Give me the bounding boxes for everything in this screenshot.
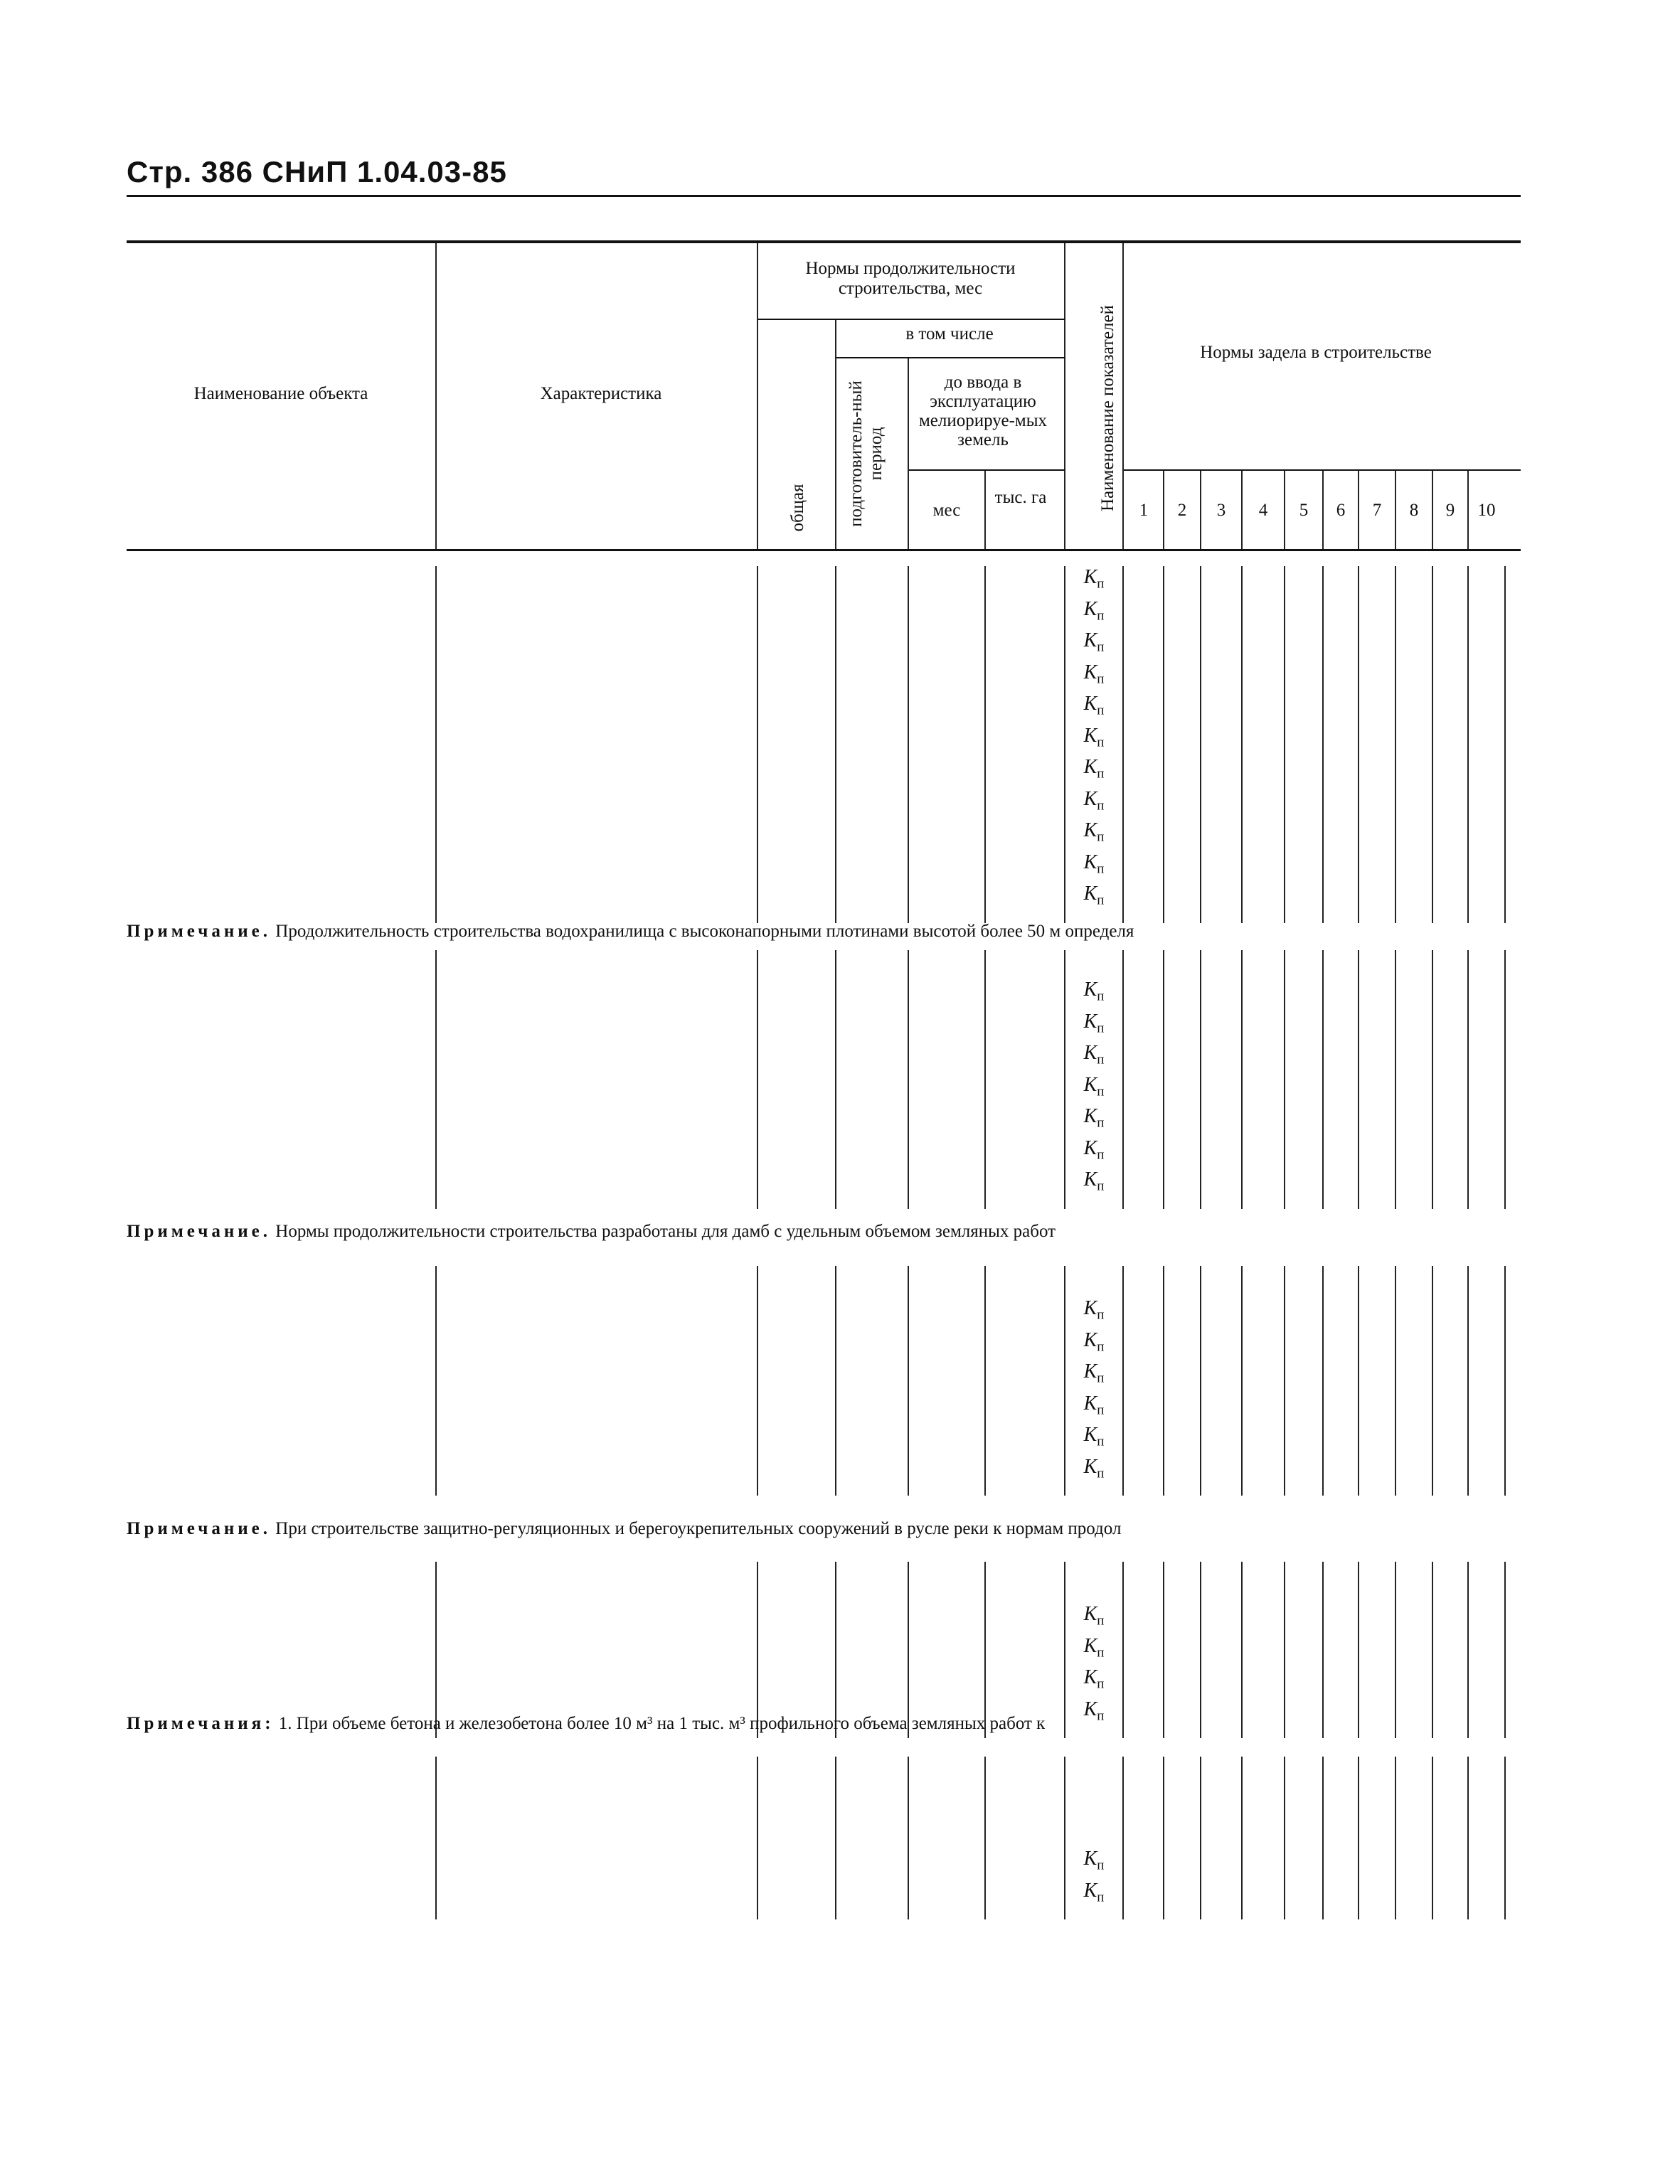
column-rule <box>1122 1757 1124 1919</box>
header-rule <box>1163 471 1164 549</box>
header-rule <box>909 469 1065 471</box>
column-rule <box>1163 1757 1164 1919</box>
kp-subscript: п <box>1097 1466 1105 1481</box>
column-rule <box>757 1266 758 1496</box>
column-rule <box>1163 1562 1164 1738</box>
kp-subscript: п <box>1097 671 1105 687</box>
row-indicator-kp <box>1065 1137 1122 1163</box>
column-rule <box>435 1757 437 1919</box>
column-rule <box>1322 566 1324 923</box>
kp-subscript: п <box>1097 1708 1105 1724</box>
row-indicator-kp <box>1065 1880 1122 1906</box>
row-indicator-kp <box>1065 788 1122 814</box>
kp-symbol: $К_п$ <box>1083 1297 1105 1323</box>
kp-subscript: п <box>1097 989 1105 1004</box>
kp-subscript: п <box>1097 1676 1105 1692</box>
kp-subscript: п <box>1097 576 1105 592</box>
kp-subscript: п <box>1097 1434 1105 1449</box>
column-rule <box>1395 1266 1396 1496</box>
header-underline <box>127 195 1521 197</box>
header-including: в том числе <box>905 324 994 343</box>
kp-subscript: п <box>1097 829 1105 845</box>
kp-subscript: п <box>1097 1178 1105 1194</box>
column-rule <box>1467 566 1469 923</box>
header-prep-period: подготовитель-ный период <box>846 380 886 527</box>
kp-symbol: $К_п$ <box>1083 1848 1105 1873</box>
header-rule <box>1467 471 1469 549</box>
column-rule <box>435 566 437 923</box>
column-rule <box>984 1266 986 1496</box>
kp-symbol: $К_п$ <box>1083 756 1105 782</box>
kp-symbol: $К_п$ <box>1083 1666 1105 1692</box>
column-rule <box>435 950 437 1209</box>
column-rule <box>1395 566 1396 923</box>
kp-subscript: п <box>1097 766 1105 782</box>
row-indicator-kp <box>1065 883 1122 909</box>
column-rule <box>984 566 986 923</box>
section-note <box>127 1715 1045 1732</box>
kp-subscript: п <box>1097 893 1105 908</box>
header-rule <box>1200 471 1201 549</box>
header-before-commission: до ввода в эксплуатацию мелиорируе-мых земель <box>918 373 1048 449</box>
row-indicator-kp <box>1065 1011 1122 1037</box>
row-indicator-kp <box>1065 979 1122 1005</box>
column-rule <box>835 566 836 923</box>
kp-symbol: $К_п$ <box>1083 661 1105 687</box>
column-rule <box>1467 1757 1469 1919</box>
column-rule <box>1358 1757 1359 1919</box>
backlog-col-header: 10 <box>1477 501 1496 520</box>
row-indicator-kp <box>1065 1456 1122 1482</box>
kp-subscript: п <box>1097 1645 1105 1661</box>
row-indicator-kp <box>1065 851 1122 878</box>
row-indicator-kp <box>1065 1168 1122 1195</box>
kp-symbol: $К_п$ <box>1083 1010 1105 1036</box>
kp-subscript: п <box>1097 1115 1105 1131</box>
kp-symbol: $К_п$ <box>1083 851 1105 877</box>
row-indicator-kp <box>1065 1635 1122 1661</box>
column-rule <box>1284 566 1285 923</box>
row-indicator-kp <box>1065 1105 1122 1131</box>
kp-symbol: $К_п$ <box>1083 566 1105 592</box>
column-rule <box>1432 1757 1433 1919</box>
header-thousand-ha: тыс. га <box>994 488 1047 507</box>
header-rule <box>1064 243 1065 549</box>
kp-subscript: п <box>1097 1307 1105 1323</box>
row-indicator-kp <box>1065 1424 1122 1450</box>
column-rule <box>984 1757 986 1919</box>
kp-symbol: $К_п$ <box>1083 1136 1105 1163</box>
column-rule <box>1122 1266 1124 1496</box>
kp-symbol: $К_п$ <box>1083 724 1105 750</box>
row-indicator-kp <box>1065 1042 1122 1068</box>
column-rule <box>908 1562 909 1738</box>
note-text: 1. При объеме бетона и железобетона более 10 м³ на 1 тыс. м³ профильного объема земляных работ к <box>278 1714 1046 1733</box>
section-note <box>127 1223 1056 1240</box>
column-rule <box>1504 1266 1506 1496</box>
header-rule <box>836 357 1065 358</box>
column-rule <box>757 1757 758 1919</box>
column-rule <box>1432 950 1433 1209</box>
column-rule <box>1200 950 1201 1209</box>
kp-symbol: $К_п$ <box>1083 629 1105 655</box>
kp-symbol: $К_п$ <box>1083 1392 1105 1418</box>
kp-symbol: $К_п$ <box>1083 1042 1105 1067</box>
kp-symbol: $К_п$ <box>1083 1360 1105 1386</box>
header-backlog-norms: Нормы задела в строительстве <box>1200 343 1432 362</box>
header-rule <box>908 357 909 549</box>
backlog-col-header: 8 <box>1409 501 1419 520</box>
kp-symbol: $К_п$ <box>1083 1424 1105 1449</box>
header-rule <box>1124 469 1521 471</box>
note-label: Примечание. <box>127 1222 272 1241</box>
row-indicator-kp <box>1065 1698 1122 1725</box>
column-rule <box>1467 1562 1469 1738</box>
header-indicator-name: Наименование показателей <box>1098 304 1117 512</box>
header-rule <box>1358 471 1359 549</box>
header-total: общая <box>788 484 807 532</box>
backlog-col-header: 7 <box>1372 501 1382 520</box>
section-note <box>127 1520 1121 1538</box>
header-rule <box>1395 471 1396 549</box>
kp-subscript: п <box>1097 1147 1105 1163</box>
column-rule <box>1322 1266 1324 1496</box>
note-text: Продолжительность строительства водохранилища с высоконапорными плотинами высотой более 50 м определя <box>275 922 1134 941</box>
kp-symbol: $К_п$ <box>1083 1879 1105 1905</box>
column-rule <box>1284 950 1285 1209</box>
column-rule <box>1467 950 1469 1209</box>
page-header: Стр. 386 СНиП 1.04.03-85 <box>127 155 507 188</box>
header-characteristic: Характеристика <box>540 384 662 403</box>
column-rule <box>1284 1266 1285 1496</box>
kp-subscript: п <box>1097 861 1105 877</box>
column-rule <box>1322 1562 1324 1738</box>
kp-subscript: п <box>1097 1890 1105 1905</box>
section-note <box>127 923 1134 940</box>
header-rule <box>1122 243 1124 549</box>
row-indicator-kp <box>1065 1392 1122 1419</box>
header-rule <box>984 469 986 549</box>
column-rule <box>835 1562 836 1738</box>
column-rule <box>1467 1266 1469 1496</box>
column-rule <box>1163 950 1164 1209</box>
header-rule <box>1322 471 1324 549</box>
column-rule <box>835 950 836 1209</box>
kp-symbol: $К_п$ <box>1083 1455 1105 1481</box>
note-label: Примечания: <box>127 1714 275 1733</box>
column-rule <box>1432 1562 1433 1738</box>
backlog-col-header: 9 <box>1445 501 1455 520</box>
row-indicator-kp <box>1065 1848 1122 1874</box>
column-rule <box>1241 1562 1243 1738</box>
backlog-col-header: 6 <box>1336 501 1346 520</box>
column-rule <box>1122 950 1124 1209</box>
row-indicator-kp <box>1065 566 1122 592</box>
note-label: Примечание. <box>127 1519 272 1538</box>
column-rule <box>757 950 758 1209</box>
column-rule <box>1284 1562 1285 1738</box>
column-rule <box>1432 566 1433 923</box>
backlog-col-header: 4 <box>1258 501 1268 520</box>
kp-symbol: $К_п$ <box>1083 1698 1105 1724</box>
kp-subscript: п <box>1097 608 1105 624</box>
kp-subscript: п <box>1097 735 1105 750</box>
header-rule <box>758 319 1065 320</box>
row-indicator-kp <box>1065 1297 1122 1323</box>
column-rule <box>1200 1562 1201 1738</box>
column-rule <box>984 1562 986 1738</box>
kp-symbol: $К_п$ <box>1083 1634 1105 1661</box>
kp-subscript: п <box>1097 703 1105 718</box>
kp-symbol: $К_п$ <box>1083 883 1105 908</box>
kp-symbol: $К_п$ <box>1083 1328 1105 1355</box>
kp-symbol: $К_п$ <box>1083 1105 1105 1131</box>
kp-symbol: $К_п$ <box>1083 819 1105 845</box>
header-rule <box>1432 471 1433 549</box>
note-text: Нормы продолжительности строительства разработаны для дамб с удельным объемом земляных работ <box>275 1222 1056 1241</box>
kp-subscript: п <box>1097 1370 1105 1386</box>
column-rule <box>757 566 758 923</box>
kp-symbol: $К_п$ <box>1083 1603 1105 1629</box>
backlog-col-header: 1 <box>1139 501 1149 520</box>
note-label: Примечание. <box>127 922 272 941</box>
column-rule <box>1504 950 1506 1209</box>
row-indicator-kp <box>1065 598 1122 624</box>
header-rule <box>835 319 836 549</box>
row-indicator-kp <box>1065 1360 1122 1387</box>
column-rule <box>1395 1562 1396 1738</box>
kp-subscript: п <box>1097 1052 1105 1067</box>
kp-subscript: п <box>1097 1613 1105 1629</box>
row-indicator-kp <box>1065 1603 1122 1629</box>
row-indicator-kp <box>1065 1329 1122 1355</box>
header-duration-norms: Нормы продолжительности строительства, мес <box>805 259 1016 298</box>
row-indicator-kp <box>1065 629 1122 656</box>
column-rule <box>435 1562 437 1738</box>
row-indicator-kp <box>1065 725 1122 751</box>
column-rule <box>1163 1266 1164 1496</box>
kp-symbol: $К_п$ <box>1083 1168 1105 1194</box>
header-rule <box>757 243 758 549</box>
kp-subscript: п <box>1097 798 1105 814</box>
row-indicator-kp <box>1065 756 1122 782</box>
header-rule <box>1241 471 1243 549</box>
backlog-col-header: 2 <box>1177 501 1187 520</box>
note-text: При строительстве защитно-регуляционных и берегоукрепительных сооружений в русле реки к нормам продол <box>275 1519 1122 1538</box>
column-rule <box>1358 950 1359 1209</box>
column-rule <box>435 1266 437 1496</box>
column-rule <box>1504 1757 1506 1919</box>
column-rule <box>757 1562 758 1738</box>
row-indicator-kp <box>1065 661 1122 688</box>
column-rule <box>1322 950 1324 1209</box>
column-rule <box>835 1266 836 1496</box>
column-rule <box>1358 566 1359 923</box>
kp-subscript: п <box>1097 1339 1105 1355</box>
column-rule <box>1358 1266 1359 1496</box>
kp-subscript: п <box>1097 1858 1105 1873</box>
column-rule <box>1504 1562 1506 1738</box>
header-rule <box>435 243 437 549</box>
column-rule <box>1200 1757 1201 1919</box>
column-rule <box>1241 1266 1243 1496</box>
column-rule <box>1432 1266 1433 1496</box>
column-rule <box>1395 950 1396 1209</box>
kp-subscript: п <box>1097 1402 1105 1418</box>
table-top-rule <box>127 240 1521 243</box>
backlog-col-header: 3 <box>1216 501 1226 520</box>
kp-symbol: $К_п$ <box>1083 693 1105 718</box>
column-rule <box>908 566 909 923</box>
column-rule <box>1241 950 1243 1209</box>
column-rule <box>1504 566 1506 923</box>
kp-subscript: п <box>1097 639 1105 655</box>
column-rule <box>1122 1562 1124 1738</box>
kp-subscript: п <box>1097 1021 1105 1036</box>
column-rule <box>1358 1562 1359 1738</box>
column-rule <box>984 950 986 1209</box>
header-rule <box>1284 471 1285 549</box>
row-indicator-kp <box>1065 819 1122 846</box>
kp-symbol: $К_п$ <box>1083 979 1105 1004</box>
kp-subscript: п <box>1097 1084 1105 1099</box>
kp-symbol: $К_п$ <box>1083 1073 1105 1099</box>
header-months: мес <box>932 501 961 520</box>
column-rule <box>908 1757 909 1919</box>
column-rule <box>1200 1266 1201 1496</box>
column-rule <box>908 1266 909 1496</box>
kp-symbol: $К_п$ <box>1083 597 1105 624</box>
column-rule <box>908 950 909 1209</box>
column-rule <box>1200 566 1201 923</box>
column-rule <box>1241 1757 1243 1919</box>
backlog-col-header: 5 <box>1299 501 1309 520</box>
header-object-name: Наименование объекта <box>193 384 368 403</box>
column-rule <box>1395 1757 1396 1919</box>
column-rule <box>1122 566 1124 923</box>
column-rule <box>1284 1757 1285 1919</box>
column-rule <box>1163 566 1164 923</box>
row-indicator-kp <box>1065 1666 1122 1693</box>
column-rule <box>1241 566 1243 923</box>
column-rule <box>835 1757 836 1919</box>
kp-symbol: $К_п$ <box>1083 787 1105 814</box>
header-bottom-rule <box>127 549 1521 551</box>
column-rule <box>1322 1757 1324 1919</box>
row-indicator-kp <box>1065 1074 1122 1100</box>
row-indicator-kp <box>1065 693 1122 719</box>
